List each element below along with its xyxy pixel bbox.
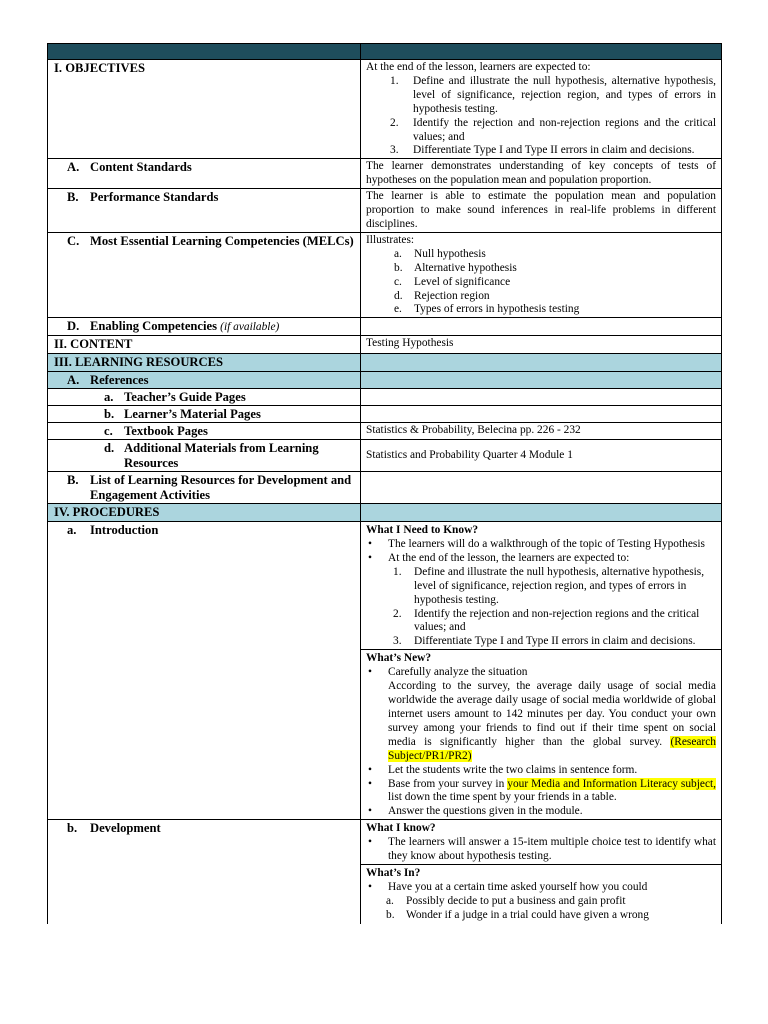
mil-subject-highlight: your Media and Information Literacy subject, — [507, 777, 717, 790]
performance-standards-text: The learner is able to estimate the population mean and population proportion to make sound inferences in real-life problems in different disciplines. — [361, 189, 722, 233]
bullet-item: • Answer the questions given in the module. — [368, 805, 583, 818]
melc-item: d. Rejection region — [394, 289, 490, 302]
references-row: A. References — [48, 372, 722, 389]
procedures-label: IV. PROCEDURES — [54, 505, 160, 520]
content-label: II. CONTENT — [54, 337, 133, 352]
objective-item: 3. Differentiate Type I and Type II errors in claim and decisions. — [390, 144, 695, 157]
whats-in-title: What’s In? — [366, 867, 421, 880]
enabling-row: D. Enabling Competencies (if available) — [48, 318, 722, 336]
references-label: References — [90, 373, 149, 388]
research-subject-highlight: (Research Subject/PR1/PR2) — [388, 735, 716, 762]
objective-item: 1. Define and illustrate the null hypothesis, alternative hypothesis, level of significance, rejection region, and types of errors in hypothesis testing. — [393, 565, 705, 606]
development-row-1: b. Development What I know? • The learners will answer a 15-item multiple choice test to identify what they know about hypothesis testing. — [48, 820, 722, 865]
teachers-guide-label: Teacher’s Guide Pages — [124, 390, 246, 405]
whats-new-title: What’s New? — [366, 652, 432, 665]
header-cell-right — [361, 44, 722, 60]
textbook-row: c. Textbook Pages Statistics & Probability, Belecina pp. 226 - 232 — [48, 423, 722, 440]
content-standards-label: Content Standards — [90, 160, 192, 175]
what-i-know-title: What I know? — [366, 822, 436, 835]
learners-material-row: b. Learner’s Material Pages — [48, 406, 722, 423]
textbook-text: Statistics & Probability, Belecina pp. 226 - 232 — [361, 423, 722, 440]
table-header-row — [48, 44, 722, 60]
introduction-label: Introduction — [90, 523, 159, 538]
melc-item: e. Types of errors in hypothesis testing — [394, 303, 580, 316]
objective-item: 3. Differentiate Type I and Type II errors in claim and decisions. — [393, 635, 696, 648]
objectives-row — [48, 60, 722, 159]
textbook-label: Textbook Pages — [124, 424, 208, 439]
content-standards-text: The learner demonstrates understanding of key concepts of tests of hypotheses on the population mean and population proportion. — [361, 159, 722, 189]
objective-item: 1. Define and illustrate the null hypothesis, alternative hypothesis, level of significance, rejection region, and types of errors in hypothesis testing. — [390, 74, 716, 115]
objectives-intro: At the end of the lesson, learners are expected to: — [366, 61, 591, 73]
learning-resources-label: III. LEARNING RESOURCES — [54, 355, 224, 370]
enabling-note: (if available) — [220, 321, 280, 334]
melcs-row: C. Most Essential Learning Competencies (MELCs) Illustrates: a. Null hypothesis b. Alternative hypothesis c. Level of significance d. Rejection region e. Types of errors in hypothesis testing — [48, 232, 722, 317]
bullet-item: • Carefully analyze the situation — [368, 666, 528, 679]
need-to-know-title: What I Need to Know? — [366, 524, 479, 537]
procedures-row — [48, 504, 722, 522]
header-cell-left — [48, 44, 361, 60]
objective-item: 2. Identify the rejection and non-rejection regions and the critical values; and — [390, 116, 716, 143]
content-row — [48, 336, 722, 354]
bullet-item: • Have you at a certain time asked yourself how you could — [368, 881, 648, 894]
objectives-label: I. OBJECTIVES — [54, 61, 145, 75]
content-standards-row: A. Content Standards The learner demonstrates understanding of key concepts of tests of hypotheses on the population mean and population proportion. — [48, 159, 722, 189]
additional-text: Statistics and Probability Quarter 4 Module 1 — [361, 440, 722, 472]
enabling-label: Enabling Competencies — [90, 319, 217, 334]
melc-item: a. Null hypothesis — [394, 247, 486, 260]
teachers-guide-row: a. Teacher’s Guide Pages — [48, 389, 722, 406]
bullet-item: • The learners will do a walkthrough of the topic of Testing Hypothesis — [368, 538, 705, 551]
lesson-plan-table — [47, 43, 722, 924]
performance-standards-label: Performance Standards — [90, 190, 219, 205]
list-resources-row: B. List of Learning Resources for Development and Engagement Activities — [48, 472, 722, 504]
survey-paragraph: According to the survey, the average daily usage of social media worldwide the average daily usage of social media worldwide of global internet users amount to 142 minutes per day. You conduct your own survey among your friends to find out if their time spent on social media is significantly higher than the global survey. (Research Subject/PR1/PR2) — [388, 680, 716, 762]
bullet-item: • Base from your survey in your Media and Information Literacy subject, list down the time spent by your friends in a table. — [368, 777, 717, 804]
list-item: b. Wonder if a judge in a trial could have given a wrong — [386, 908, 649, 921]
additional-label: Additional Materials from Learning Resources — [124, 441, 319, 471]
melcs-intro: Illustrates: — [366, 233, 415, 246]
melc-item: c. Level of significance — [394, 275, 511, 288]
list-item: a. Possibly decide to put a business and gain profit — [386, 894, 626, 907]
melcs-label: Most Essential Learning Competencies (MELCs) — [90, 233, 354, 248]
bullet-item: • Let the students write the two claims in sentence form. — [368, 763, 638, 776]
performance-standards-row: B. Performance Standards The learner is able to estimate the population mean and population proportion to make sound inferences in real-life problems in different disciplines. — [48, 189, 722, 233]
additional-materials-row: d. Additional Materials from Learning Resources Statistics and Probability Quarter 4 Module 1 — [48, 440, 722, 472]
melc-item: b. Alternative hypothesis — [394, 261, 517, 274]
list-resources-label: List of Learning Resources for Development and Engagement Activities — [90, 473, 352, 503]
content-text: Testing Hypothesis — [361, 336, 722, 354]
introduction-row-1: a. Introduction What I Need to Know? • The learners will do a walkthrough of the topic of Testing Hypothesis • At the end of the lesson, the learners are expected to: 1. Define and illustrate the null hypothesis, alternative hypothesis, level of significance, rejection region, and types of errors in hypothesis testing. 2. Identify the rejection and non-rejection regions and the critical values; and 3. Differentiate Type I and Type II errors in claim and decisions. — [48, 522, 722, 650]
objective-item: 2. Identify the rejection and non-rejection regions and the critical values; and — [393, 607, 700, 634]
bullet-item: • At the end of the lesson, the learners are expected to: — [368, 551, 630, 564]
learners-material-label: Learner’s Material Pages — [124, 407, 261, 422]
bullet-item: • The learners will answer a 15-item multiple choice test to identify what they know about hypothesis testing. — [368, 836, 716, 863]
development-label: Development — [90, 821, 161, 836]
learning-resources-row — [48, 354, 722, 372]
